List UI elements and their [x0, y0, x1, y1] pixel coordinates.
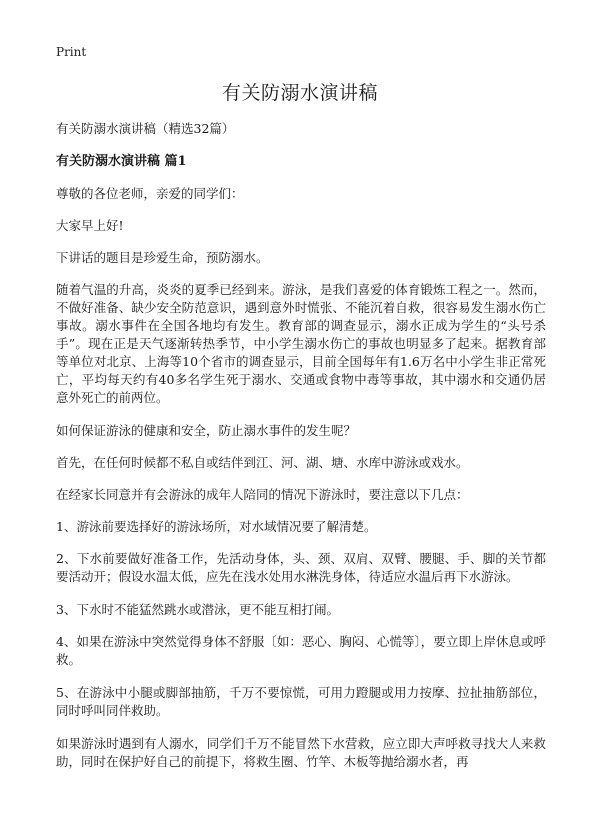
section-heading: 有关防溺水演讲稿 篇1 [56, 154, 187, 169]
subtitle: 有关防溺水演讲稿（精选32篇） [56, 121, 235, 136]
list-item-4: 4、如果在游泳中突然觉得身体不舒服〔如：恶心、胸闷、心慌等〕，要立即上岸休息或呼救。 [56, 634, 546, 667]
document-body [56, 120, 546, 786]
paragraph-rescue: 如果游泳时遇到有人溺水，同学们千万不能冒然下水营救，应立即大声呼救寻找大人来救助，同时在保护好自己的前提下，将救生圈、竹竿、木板等抛给溺水者，再 [56, 736, 546, 769]
print-link[interactable]: Print [56, 45, 87, 59]
list-item-5: 5、在游泳中小腿或脚部抽筋，千万不要惊慌，可用力蹬腿或用力按摩、拉扯抽筋部位，同时呼叫同伴救助。 [56, 685, 546, 718]
paragraph-notes-intro: 在经家长同意并有会游泳的成年人陪同的情况下游泳时，要注意以下几点： [56, 487, 469, 502]
paragraph-greeting: 尊敬的各位老师，亲爱的同学们： [56, 186, 244, 201]
paragraph-question: 如何保证游泳的健康和安全，防止溺水事件的发生呢？ [56, 423, 357, 438]
paragraph-good-morning: 大家早上好! [56, 218, 124, 233]
list-item-2: 2、下水前要做好准备工作，先活动身体，头、颈、双肩、双臂、腰腿、手、脚的关节都要活动开；假设水温太低，应先在浅水处用水淋洗身体，待适应水温后再下水游泳。 [56, 551, 546, 584]
list-item-3: 3、下水时不能猛然跳水或潜泳，更不能互相打闹。 [56, 602, 339, 617]
list-item-1: 1、游泳前要选择好的游泳场所，对水域情况要了解清楚。 [56, 519, 377, 534]
paragraph-topic: 下讲话的题目是珍爱生命，预防溺水。 [56, 250, 269, 265]
page-title: 有关防溺水演讲稿 [221, 82, 378, 104]
paragraph-intro: 随着气温的升高，炎炎的夏季已经到来。游泳，是我们喜爱的体育锻炼工程之一。然而，不做好准备、缺少安全防范意识，遇到意外时慌张、不能沉着自救，很容易发生溺水伤亡事故。溺水事件在全国各地均有发生。教育部的调查显示，溺水正成为学生的“头号杀手”。现在正是天气逐渐转热季节，中小学生溺水伤亡的事故也明显多了起来。据教育部等单位对北京、上海等10个省市的调查显示，目前全国每年有1.6万名中小学生非正常死亡，平均每天约有40多名学生死于溺水、交通或食物中毒等事故，其中溺水和交通仍居意外死亡的前两位。 [56, 282, 546, 405]
paragraph-first: 首先，在任何时候都不私自或结伴到江、河、湖、塘、水库中游泳或戏水。 [56, 455, 469, 470]
